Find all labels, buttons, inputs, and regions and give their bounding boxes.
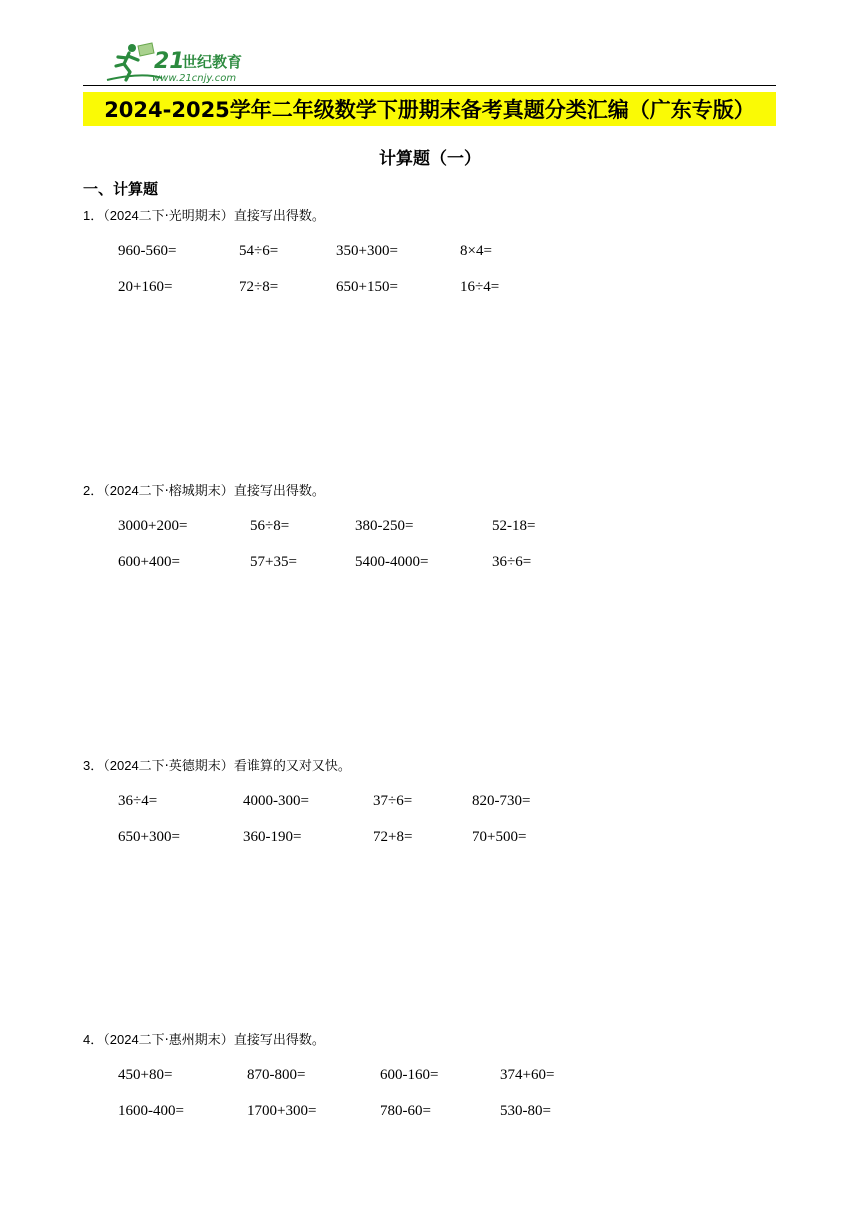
expression: 1600-400= (118, 1103, 184, 1119)
question-instruction: 直接写出得数。 (233, 484, 325, 499)
expression-row (83, 791, 776, 827)
svg-text:21: 21 (154, 49, 185, 74)
question-number: 4． (83, 1032, 104, 1047)
expression: 650+300= (118, 829, 180, 845)
question-instruction: 看谁算的又对又快。 (233, 759, 351, 774)
expression: 380-250= (355, 518, 414, 534)
expression-row (83, 552, 776, 588)
expression: 360-190= (243, 829, 302, 845)
expression-row (83, 1101, 776, 1137)
question-source: 二下·英德期末） (138, 759, 234, 774)
document-subtitle: 计算题（一） (379, 149, 481, 169)
question-source: 二下·榕城期末） (138, 484, 234, 499)
expression-row (83, 1065, 776, 1101)
expression: 960-560= (118, 243, 177, 259)
expression: 16÷4= (460, 279, 500, 295)
question-source: 二下·光明期末） (138, 209, 234, 224)
source-open: （ (103, 1033, 110, 1048)
expression-row (83, 827, 776, 863)
expression: 72+8= (373, 829, 413, 845)
expression: 374+60= (500, 1067, 555, 1083)
expression: 72÷8= (239, 279, 279, 295)
question-year: 2024 (109, 208, 139, 223)
expression: 820-730= (472, 793, 531, 809)
question-1 (83, 206, 776, 313)
question-number: 3． (83, 758, 104, 773)
expression: 450+80= (118, 1067, 173, 1083)
expression: 530-80= (500, 1103, 551, 1119)
expression: 52-18= (492, 518, 536, 534)
section-heading: 一、计算题 (83, 180, 159, 198)
question-year: 2024 (109, 1032, 139, 1047)
svg-text:世纪教育: 世纪教育 (182, 53, 243, 71)
header-rule (83, 85, 776, 86)
svg-text:www.21cnjy.com: www.21cnjy.com (152, 73, 237, 84)
expression: 20+160= (118, 279, 173, 295)
question-instruction: 直接写出得数。 (233, 1033, 325, 1048)
question-stem (83, 1030, 776, 1050)
expression-row (83, 516, 776, 552)
expression: 70+500= (472, 829, 527, 845)
expression: 600-160= (380, 1067, 439, 1083)
expression: 650+150= (336, 279, 398, 295)
expression: 56÷8= (250, 518, 290, 534)
expression: 780-60= (380, 1103, 431, 1119)
expression: 54÷6= (239, 243, 279, 259)
logo-graphic (102, 40, 272, 86)
question-year: 2024 (109, 483, 139, 498)
question-source: 二下·惠州期末） (138, 1033, 234, 1048)
question-year: 2024 (109, 758, 139, 773)
expression-row (83, 277, 776, 313)
question-number: 1． (83, 208, 104, 223)
question-instruction: 直接写出得数。 (233, 209, 325, 224)
expression: 37÷6= (373, 793, 413, 809)
question-number: 2． (83, 483, 104, 498)
expression: 4000-300= (243, 793, 309, 809)
source-open: （ (103, 209, 110, 224)
question-stem (83, 206, 776, 226)
document-title: 2024-2025学年二年级数学下册期末备考真题分类汇编（广东专版） (83, 92, 776, 126)
expression: 600+400= (118, 554, 180, 570)
expression: 3000+200= (118, 518, 188, 534)
expression: 5400-4000= (355, 554, 429, 570)
question-2 (83, 481, 776, 588)
expression: 870-800= (247, 1067, 306, 1083)
expression: 1700+300= (247, 1103, 317, 1119)
question-stem (83, 481, 776, 501)
expression: 36÷4= (118, 793, 158, 809)
question-3 (83, 756, 776, 863)
expression: 8×4= (460, 243, 492, 259)
question-4 (83, 1030, 776, 1137)
expression: 36÷6= (492, 554, 532, 570)
expression-row (83, 241, 776, 277)
expression: 57+35= (250, 554, 297, 570)
source-open: （ (103, 759, 110, 774)
question-stem (83, 756, 776, 776)
expression: 350+300= (336, 243, 398, 259)
source-open: （ (103, 484, 110, 499)
logo (102, 40, 272, 86)
